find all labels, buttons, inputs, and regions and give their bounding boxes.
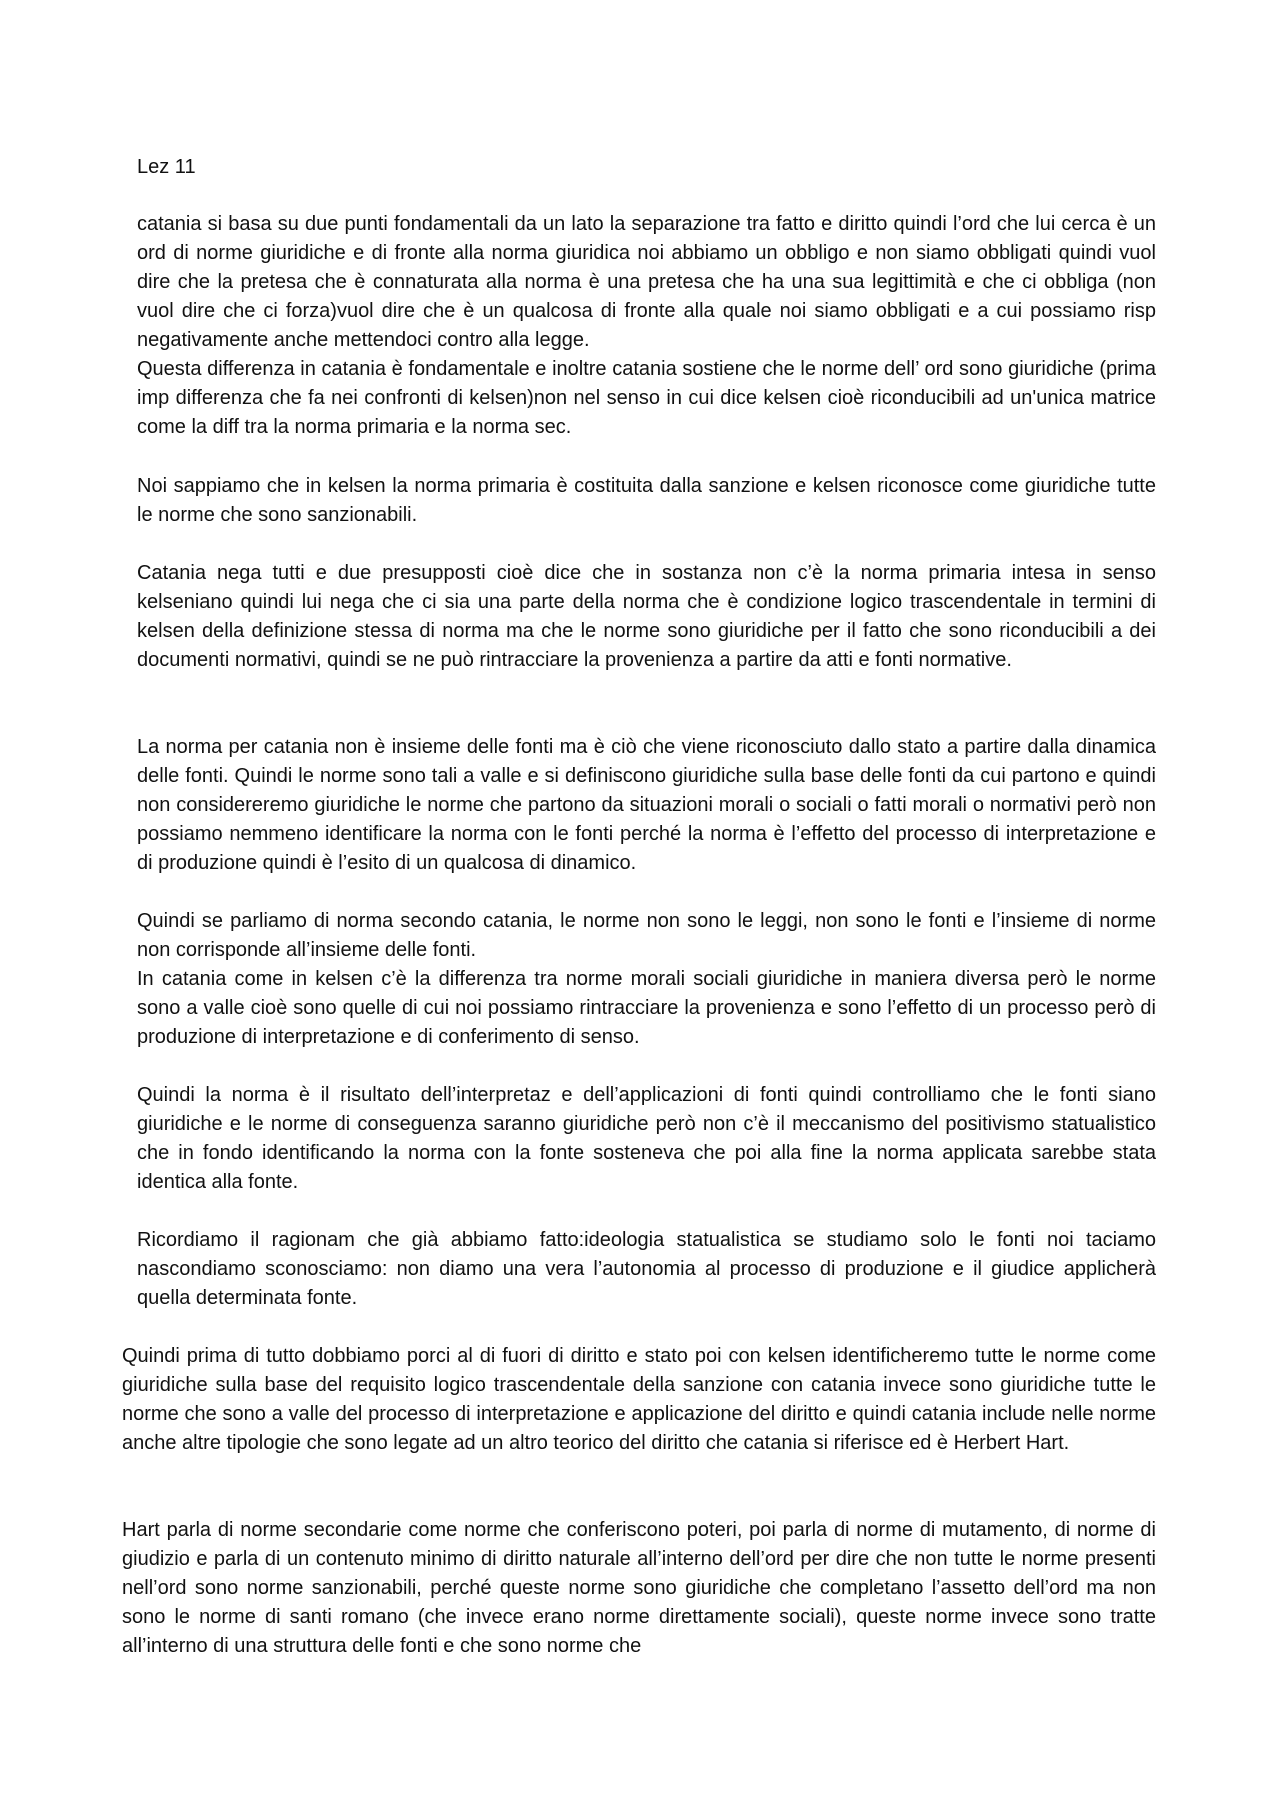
paragraph-4: Catania nega tutti e due presupposti cioè dice che in sostanza non c’è la norma primaria intesa in senso kelseniano quindi lui nega che ci sia una parte della norma che è condizione logico trascendentale in termini di kelsen della definizione stessa di norma ma che le norme sono giuridiche per il fatto che sono riconducibili a dei documenti normativi, quindi se ne può rintracciare la provenienza a partire da atti e fonti normative. (137, 562, 1156, 671)
paragraph-2: Questa differenza in catania è fondamentale e inoltre catania sostiene che le norme dell’ ord sono giuridiche (prima imp differenza che fa nei confronti di kelsen)non nel senso in cui dice kelsen cioè riconducibili ad un'unica matrice come la diff tra la norma primaria e la norma sec. (137, 358, 1156, 438)
lecture-title: Lez 11 (137, 156, 196, 178)
paragraph-10: Quindi prima di tutto dobbiamo porci al di fuori di diritto e stato poi con kelsen identificheremo tutte le norme come giuridiche sulla base del requisito logico trascendentale della sanzione con catania invece sono giuridiche tutte le norme che sono a valle del processo di interpretazione e applicazione del diritto e quindi catania include nelle norme anche altre tipologie che sono legate ad un altro teorico del diritto che catania si riferisce ed è Herbert Hart. (122, 1345, 1156, 1454)
paragraph-6: Quindi se parliamo di norma secondo catania, le norme non sono le leggi, non sono le fonti e l’insieme di norme non corrisponde all’insieme delle fonti. (137, 910, 1156, 961)
paragraph-8: Quindi la norma è il risultato dell’interpretaz e dell’applicazioni di fonti quindi controlliamo che le fonti siano giuridiche e le norme di conseguenza saranno giuridiche però non c’è il meccanismo del positivismo statualistico che in fondo identificando la norma con la fonte sosteneva che poi alla fine la norma applicata sarebbe stata identica alla fonte. (137, 1084, 1156, 1193)
paragraph-3: Noi sappiamo che in kelsen la norma primaria è costituita dalla sanzione e kelsen riconosce come giuridiche tutte le norme che sono sanzionabili. (137, 475, 1156, 526)
paragraph-1: catania si basa su due punti fondamentali da un lato la separazione tra fatto e diritto quindi l’ord che lui cerca è un ord di norme giuridiche e di fronte alla norma giuridica noi abbiamo un obbligo e non siamo obbligati quindi vuol dire che la pretesa che è connaturata alla norma è una pretesa che ha una sua legittimità e che ci obbliga (non vuol dire che ci forza)vuol dire che è un qualcosa di fronte alla quale noi siamo obbligati e a cui possiamo risp negativamente anche mettendoci contro alla legge. (137, 213, 1156, 351)
paragraph-7: In catania come in kelsen c’è la differenza tra norme morali sociali giuridiche in maniera diversa però le norme sono a valle cioè sono quelle di cui noi possiamo rintracciare la provenienza e sono l’effetto di un processo però di produzione di interpretazione e di conferimento di senso. (137, 968, 1156, 1048)
paragraph-5: La norma per catania non è insieme delle fonti ma è ciò che viene riconosciuto dallo stato a partire dalla dinamica delle fonti. Quindi le norme sono tali a valle e si definiscono giuridiche sulla base delle fonti da cui partono e quindi non considereremo giuridiche le norme che partono da situazioni morali o sociali o fatti morali o normativi però non possiamo nemmeno identificare la norma con le fonti perché la norma è l’effetto del processo di interpretazione e di produzione quindi è l’esito di un qualcosa di dinamico. (137, 736, 1156, 874)
paragraph-11: Hart parla di norme secondarie come norme che conferiscono poteri, poi parla di norme di mutamento, di norme di giudizio e parla di un contenuto minimo di diritto naturale all’interno dell’ord per dire che non tutte le norme presenti nell’ord sono norme sanzionabili, perché queste norme sono giuridiche che completano l’assetto dell’ord ma non sono le norme di santi romano (che invece erano norme direttamente sociali), queste norme invece sono tratte all’interno di una struttura delle fonti e che sono norme che (122, 1519, 1156, 1657)
paragraph-9: Ricordiamo il ragionam che già abbiamo fatto:ideologia statualistica se studiamo solo le fonti noi taciamo nascondiamo sconosciamo: non diamo una vera l’autonomia al processo di produzione e il giudice applicherà quella determinata fonte. (137, 1229, 1156, 1309)
